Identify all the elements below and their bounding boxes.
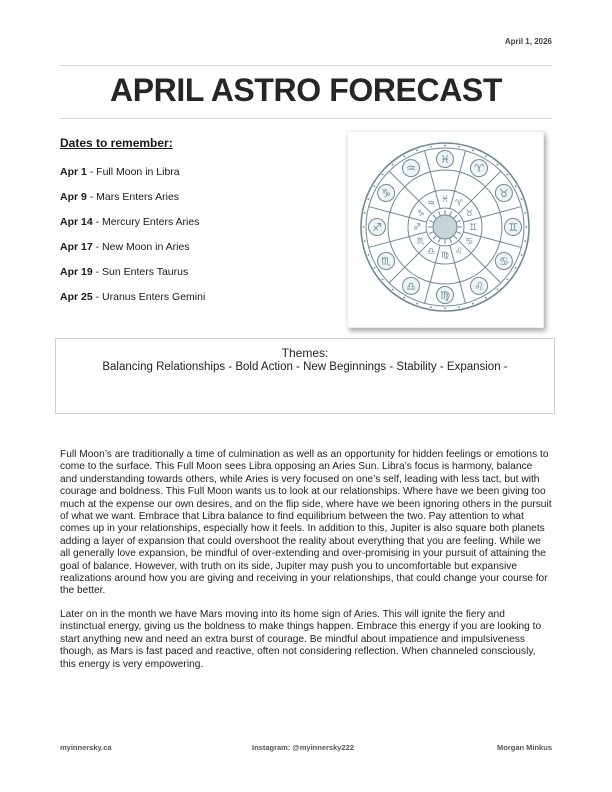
- wheel-sun-ray: [450, 211, 452, 216]
- date-item: [60, 266, 205, 291]
- wheel-dot: [364, 240, 366, 242]
- wheel-dot: [430, 146, 432, 148]
- wheel-dot: [515, 267, 517, 269]
- wheel-sign-glyph: ♌: [474, 279, 484, 293]
- wheel-dot: [472, 150, 474, 152]
- wheel-sun-center: [433, 215, 457, 239]
- top-divider: [60, 65, 552, 66]
- wheel-sign-glyph: ♋: [498, 255, 509, 268]
- date-item: [60, 241, 205, 266]
- wheel-sign-glyph: ♎: [406, 279, 416, 293]
- title-divider: [60, 118, 552, 119]
- date-event: - New Moon in Aries: [92, 241, 190, 253]
- wheel-dot: [524, 212, 526, 214]
- wheel-sign-glyph: ♉: [498, 187, 509, 200]
- date-event: - Uranus Enters Gemini: [92, 291, 206, 303]
- wheel-sign-glyph: ♍: [440, 289, 450, 302]
- wheel-dot: [382, 278, 384, 280]
- wheel-sign-glyph: ♐: [372, 221, 382, 234]
- forecast-paragraph: Full Moon’s are traditionally a time of culmination as well as an opportunity for hidden feelings or emotions to come to the surface. This Full Moon sees Libra opposing an Aries Sun. Libra’s focus is harmony, balance and understanding towards others, while Aries is very focused on one’s self, leading with less tact, but with courage and boldness. This Full Moon wants us to look at our relationships. Where have we been giving too much at the expense our own desires, and on the flip side, where have we been ignoring others in the pursuit of what we want. Embrace that Libra balance to find equilibrium between the two. Pay attention to what comes up in your relationships, especially how it feels. In addition to this, Jupiter is also square both planets adding a layer of expansion that could overshoot the reality about everything that you are feeling. While we all generally love expansion, be mindful of over-extending and over-promising in your pursuit of attaining the goal of balance. However, with truth on its side, Jupiter may push you to uncomfortable but expansive realizations around how you are giving and receiving in your relationships, that could change your course for the better.: [60, 449, 552, 597]
- wheel-sun-ray: [438, 211, 440, 216]
- wheel-dot: [382, 174, 384, 176]
- wheel-dot: [403, 297, 405, 299]
- page-title: APRIL ASTRO FORECAST: [109, 72, 503, 108]
- zodiac-wheel-image: [347, 131, 544, 328]
- dates-list: [60, 166, 205, 316]
- wheel-dot: [363, 226, 365, 228]
- wheel-sun-ray: [438, 238, 440, 243]
- wheel-dot: [515, 185, 517, 187]
- date-item: [60, 291, 205, 316]
- wheel-sun-ray: [429, 232, 434, 234]
- wheel-dot: [496, 164, 498, 166]
- footer-instagram: Instagram: @myinnersky222: [252, 743, 354, 752]
- wheel-sun-ray: [433, 215, 437, 219]
- date-item: [60, 191, 205, 216]
- wheel-sign-glyph: ♏: [381, 255, 392, 268]
- forecast-body: [60, 449, 552, 682]
- date-label: Apr 17: [60, 241, 93, 253]
- wheel-dot: [444, 145, 446, 147]
- date-label: Apr 1: [60, 166, 87, 178]
- themes-box: [55, 338, 555, 414]
- wheel-inner-glyph: ♍: [440, 251, 450, 261]
- wheel-divider: [458, 171, 500, 213]
- wheel-dot: [507, 174, 509, 176]
- wheel-dot: [526, 226, 528, 228]
- wheel-inner-glyph: ♓: [440, 195, 450, 205]
- date-label: Apr 14: [60, 216, 93, 228]
- zodiac-wheel-icon: [348, 132, 543, 327]
- themes-text: Balancing Relationships - Bold Action - New Beginnings - Stability - Expansion -: [102, 361, 508, 373]
- date-label: Apr 25: [60, 291, 93, 303]
- wheel-dot: [444, 308, 446, 310]
- wheel-dot: [364, 212, 366, 214]
- wheel-sun-ray: [429, 220, 434, 222]
- footer-website: myinnersky.ca: [60, 743, 112, 752]
- wheel-inner-glyph: ♏: [416, 237, 425, 247]
- wheel-inner-glyph: ♋: [465, 237, 474, 247]
- wheel-divider: [389, 171, 431, 213]
- wheel-dot: [430, 306, 432, 308]
- wheel-dot: [521, 198, 523, 200]
- wheel-dot: [472, 303, 474, 305]
- date-item: [60, 216, 205, 241]
- themes-label: Themes:: [281, 346, 329, 360]
- wheel-inner-glyph: ♒: [426, 198, 436, 209]
- wheel-dot: [485, 156, 487, 158]
- wheel-sun-ray: [453, 235, 457, 239]
- wheel-sign-glyph: ♊: [508, 221, 518, 234]
- wheel-dot: [368, 254, 370, 256]
- wheel-dot: [507, 278, 509, 280]
- footer-author: Morgan Minkus: [496, 743, 552, 752]
- wheel-inner-glyph: ♉: [465, 209, 474, 219]
- date-item: [60, 166, 205, 191]
- wheel-inner-glyph: ♐: [412, 223, 422, 233]
- wheel-dot: [416, 303, 418, 305]
- document-date: April 1, 2026: [504, 37, 552, 46]
- date-label: Apr 19: [60, 266, 93, 278]
- date-event: - Sun Enters Taurus: [92, 266, 189, 278]
- wheel-dot: [524, 240, 526, 242]
- wheel-sun-ray: [450, 238, 452, 243]
- wheel-dot: [374, 267, 376, 269]
- wheel-dot: [403, 156, 405, 158]
- wheel-dot: [485, 297, 487, 299]
- wheel-dot: [374, 185, 376, 187]
- wheel-dot: [496, 289, 498, 291]
- wheel-dot: [392, 164, 394, 166]
- wheel-dot: [392, 289, 394, 291]
- forecast-paragraph: Later on in the month we have Mars moving into its home sign of Aries. This will ignite the fiery and instinctual energy, giving us the boldness to make things happen. Embrace this energy if you are looking to start anything new and need an extra burst of courage. Be mindful about impatience and impulsiveness though, as Mars is fast paced and reactive, often not considering reflection. When channeled consciously, this energy is very empowering.: [60, 608, 542, 670]
- wheel-sun-ray: [453, 215, 457, 219]
- wheel-sign-glyph: ♈: [474, 162, 484, 176]
- wheel-sun-ray: [456, 220, 461, 222]
- date-event: - Mars Enters Aries: [86, 191, 180, 203]
- wheel-inner-glyph: ♑: [416, 209, 425, 219]
- wheel-dot: [458, 306, 460, 308]
- wheel-dot: [521, 254, 523, 256]
- wheel-sign-glyph: ♓: [440, 153, 450, 166]
- wheel-dot: [368, 198, 370, 200]
- wheel-inner-glyph: ♎: [426, 247, 436, 258]
- wheel-dot: [416, 150, 418, 152]
- wheel-sign-glyph: ♑: [381, 187, 392, 200]
- wheel-sign-glyph: ♒: [406, 162, 416, 176]
- date-event: - Mercury Enters Aries: [92, 216, 200, 228]
- wheel-inner-glyph: ♊: [468, 223, 478, 233]
- wheel-inner-glyph: ♌: [454, 247, 464, 258]
- wheel-sun-ray: [456, 232, 461, 234]
- wheel-dot: [458, 146, 460, 148]
- wheel-sun-ray: [433, 235, 437, 239]
- wheel-inner-glyph: ♈: [454, 198, 464, 209]
- date-event: - Full Moon in Libra: [86, 166, 180, 178]
- wheel-divider: [389, 240, 431, 282]
- dates-heading: Dates to remember:: [60, 136, 173, 150]
- date-label: Apr 9: [60, 191, 87, 203]
